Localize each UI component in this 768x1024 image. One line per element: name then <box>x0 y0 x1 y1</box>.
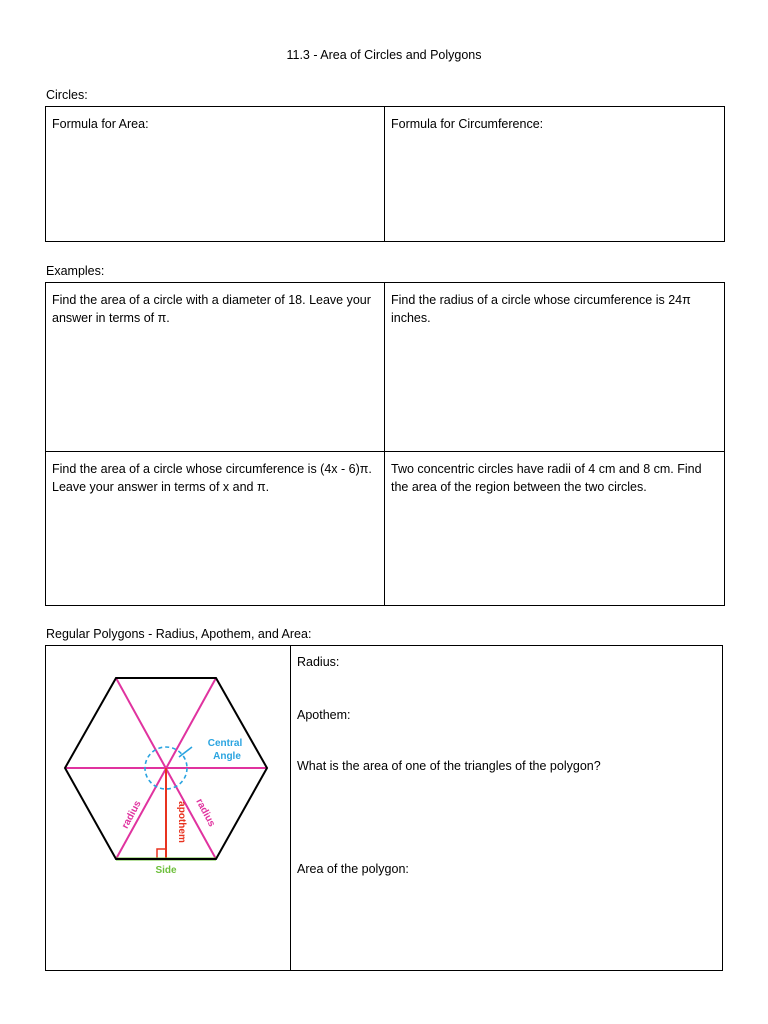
polygons-section-label: Regular Polygons - Radius, Apothem, and Area: <box>46 627 312 641</box>
radius-label-left: radius <box>119 798 144 831</box>
example-question-1: Find the area of a circle with a diameter of 18. Leave your answer in terms of π. <box>52 293 371 325</box>
central-angle-pointer <box>179 747 192 757</box>
radius-prompt: Radius: <box>297 655 340 669</box>
polygon-area-prompt: Area of the polygon: <box>297 862 409 876</box>
example-cell-4[interactable] <box>385 452 725 606</box>
examples-section-label: Examples: <box>46 264 105 278</box>
example-cell-3[interactable] <box>46 452 385 606</box>
hexagon-diagram <box>55 665 280 885</box>
central-angle-label-2: Angle <box>213 751 241 762</box>
radius-label-right: radius <box>193 796 218 829</box>
circumference-formula-cell[interactable] <box>385 107 725 242</box>
page-title: 11.3 - Area of Circles and Polygons <box>286 48 482 62</box>
central-angle-label-1: Central <box>207 738 243 749</box>
example-question-3: Find the area of a circle whose circumference is (4x - 6)π. Leave your answer in terms of x and π. <box>52 462 372 494</box>
circles-formula-table <box>45 106 725 242</box>
example-cell-1[interactable] <box>46 283 385 452</box>
area-formula-cell[interactable] <box>46 107 385 242</box>
circles-section-label: Circles: <box>46 88 88 102</box>
example-question-2: Find the radius of a circle whose circumference is 24π inches. <box>391 293 691 325</box>
examples-table <box>45 282 725 606</box>
example-cell-2[interactable] <box>385 283 725 452</box>
example-question-4: Two concentric circles have radii of 4 cm and 8 cm. Find the area of the region between the two circles. <box>391 462 702 494</box>
apothem-label: apothem <box>176 801 187 843</box>
apothem-prompt: Apothem: <box>297 708 351 722</box>
triangle-area-prompt: What is the area of one of the triangles of the polygon? <box>297 759 601 773</box>
circumference-formula-header: Formula for Circumference: <box>391 117 544 131</box>
side-label: Side <box>155 865 177 876</box>
polygons-divider <box>290 645 291 971</box>
area-formula-header: Formula for Area: <box>52 117 149 131</box>
